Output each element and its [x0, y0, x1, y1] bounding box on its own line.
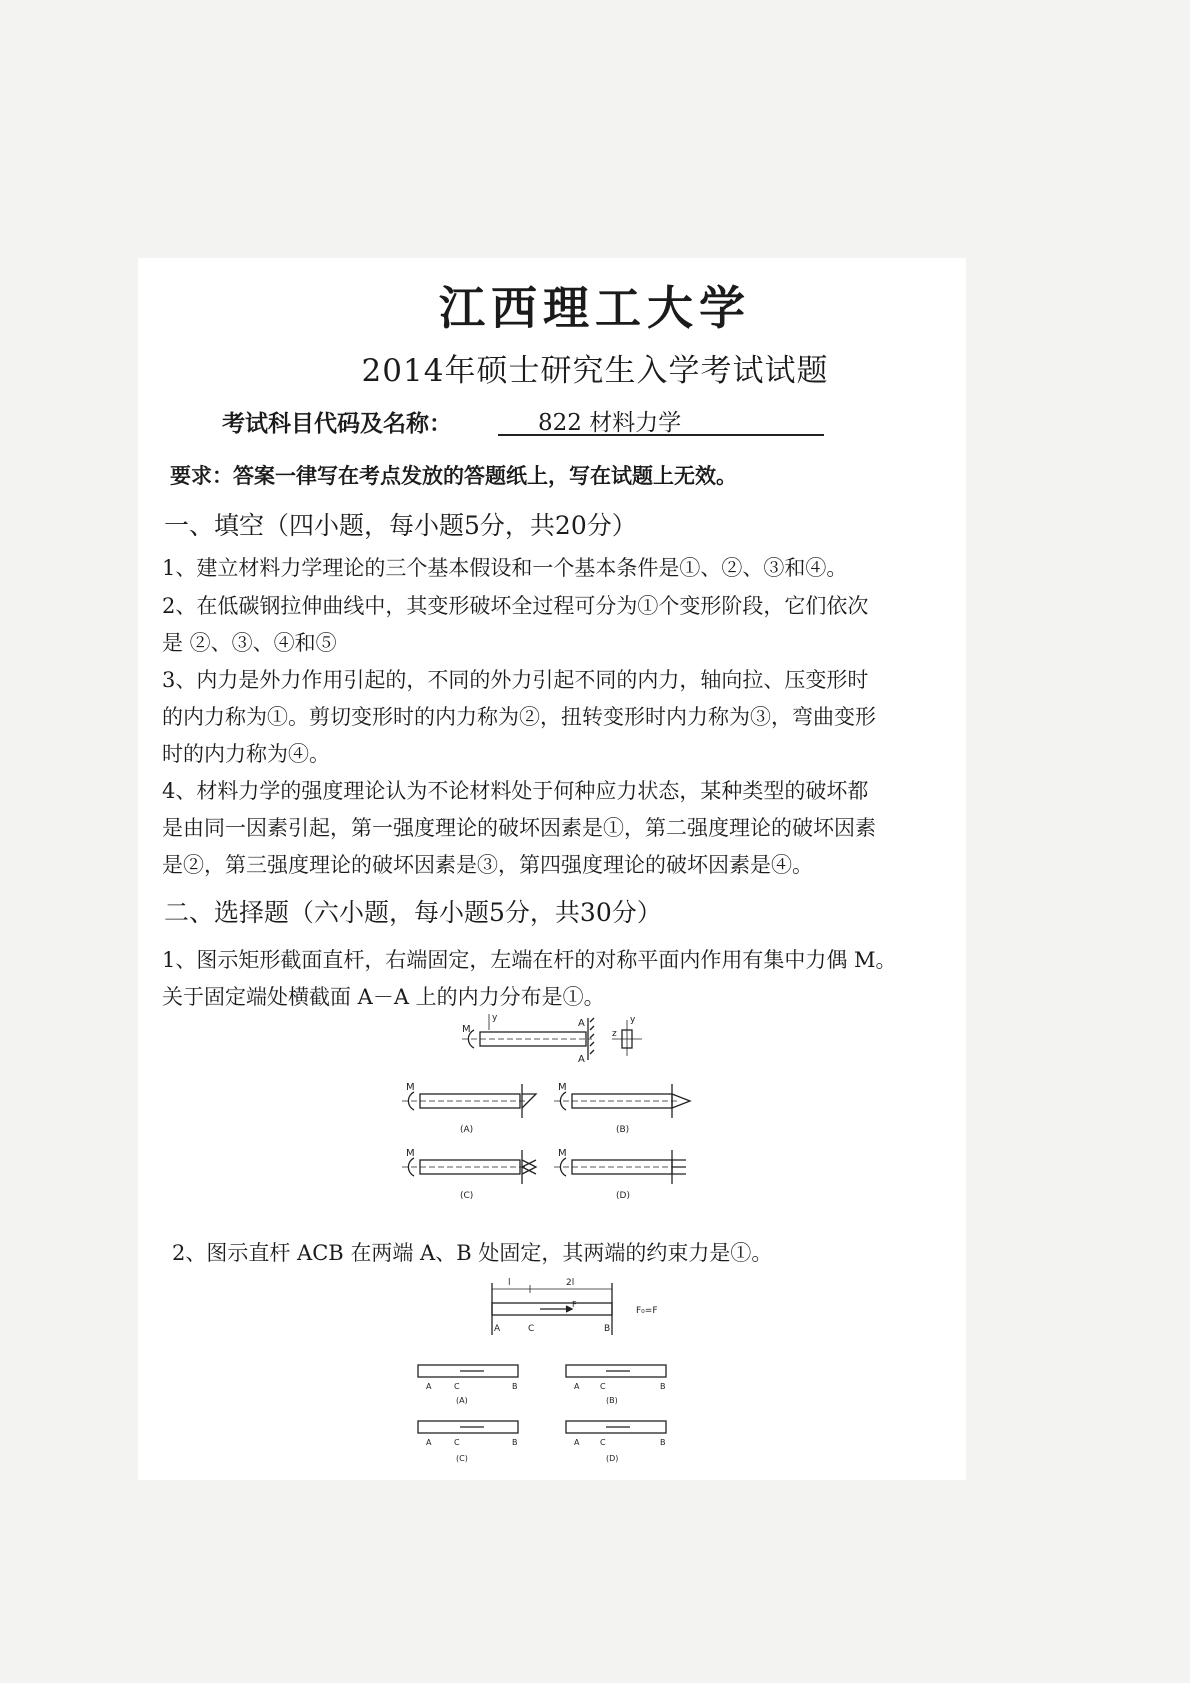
fig2-c-A: A — [426, 1438, 432, 1447]
fig2-option-d: (D) — [606, 1454, 619, 1463]
fig1-option-d: (D) — [616, 1191, 630, 1201]
fig1-c-M: M — [406, 1148, 415, 1159]
university-title: 江西理工大学 — [439, 281, 751, 335]
fig2-d-A: A — [574, 1438, 580, 1447]
fig2-option-c: (C) — [456, 1454, 468, 1463]
fig2-a-B: B — [512, 1382, 518, 1391]
s1-q3-line3: 时的内力称为④。 — [162, 742, 330, 766]
fig2-d-B: B — [660, 1438, 666, 1447]
fig2-label-l: l — [508, 1278, 511, 1288]
fig1-a-M: M — [406, 1082, 415, 1093]
s1-q3-line1: 3、内力是外力作用引起的，不同的外力引起不同的内力，轴向拉、压变形时 — [162, 668, 869, 692]
subject-value: 822 材料力学 — [498, 404, 824, 436]
subject-label: 考试科目代码及名称： — [222, 410, 452, 437]
fig2-label-A: A — [494, 1324, 501, 1334]
requirement-note: 要求：答案一律写在考点发放的答题纸上，写在试题上无效。 — [170, 463, 737, 488]
fig2-label-B: B — [604, 1324, 611, 1334]
fig1-label-z: z — [612, 1029, 617, 1039]
fig2-a-A: A — [426, 1382, 432, 1391]
fig2-option-b: (B) — [606, 1396, 618, 1405]
section-1-heading: 一、填空（四小题，每小题5分，共20分） — [164, 511, 637, 540]
fig2-b-A: A — [574, 1382, 580, 1391]
s1-q1: 1、建立材料力学理论的三个基本假设和一个基本条件是①、②、③和④。 — [162, 556, 848, 580]
s1-q4-line1: 4、材料力学的强度理论认为不论材料处于何种应力状态，某种类型的破坏都 — [162, 779, 869, 803]
fig2-b-C: C — [600, 1382, 606, 1391]
fig2-a-C: C — [454, 1382, 460, 1391]
fig2-option-a: (A) — [456, 1396, 468, 1405]
fig1-option-c: (C) — [460, 1191, 474, 1201]
fig2-label-F: F — [572, 1300, 577, 1309]
fig1-b-M: M — [558, 1082, 567, 1093]
fig1-option-b: (B) — [616, 1125, 630, 1135]
fig2-label-2l: 2l — [566, 1278, 575, 1288]
s2-q1-line1: 1、图示矩形截面直杆，右端固定，左端在杆的对称平面内作用有集中力偶 M。 — [162, 948, 897, 972]
fig2-b-B: B — [660, 1382, 666, 1391]
figure-2 — [400, 1275, 720, 1475]
figure-1 — [402, 1012, 702, 1212]
fig2-d-C: C — [600, 1438, 606, 1447]
fig1-label-y2: y — [630, 1015, 636, 1025]
s1-q4-line3: 是②，第三强度理论的破坏因素是③，第四强度理论的破坏因素是④。 — [162, 853, 813, 877]
fig2-label-C: C — [528, 1324, 535, 1334]
fig2-c-C: C — [454, 1438, 460, 1447]
s2-q1-line2: 关于固定端处横截面 A－A 上的内力分布是①。 — [162, 985, 605, 1009]
fig1-label-A-bottom: A — [578, 1054, 585, 1065]
s1-q3-line2: 的内力称为①。剪切变形时的内力称为②，扭转变形时内力称为③，弯曲变形 — [162, 705, 876, 729]
fig2-label-eq: F₀=F — [636, 1306, 658, 1316]
s1-q2-line2: 是 ②、③、④和⑤ — [162, 631, 337, 655]
section-2-heading: 二、选择题（六小题，每小题5分，共30分） — [164, 898, 662, 927]
s1-q4-line2: 是由同一因素引起，第一强度理论的破坏因素是①，第二强度理论的破坏因素 — [162, 816, 876, 840]
fig1-label-A-top: A — [578, 1018, 585, 1029]
fig1-option-a: (A) — [460, 1125, 474, 1135]
exam-title: 2014年硕士研究生入学考试试题 — [361, 353, 829, 389]
fig2-c-B: B — [512, 1438, 518, 1447]
s1-q2-line1: 2、在低碳钢拉伸曲线中，其变形破坏全过程可分为①个变形阶段，它们依次 — [162, 594, 869, 618]
fig1-label-M: M — [462, 1024, 471, 1035]
s2-q2: 2、图示直杆 ACB 在两端 A、B 处固定，其两端的约束力是①。 — [172, 1241, 773, 1265]
fig1-label-y: y — [492, 1013, 498, 1023]
fig1-d-M: M — [558, 1148, 567, 1159]
